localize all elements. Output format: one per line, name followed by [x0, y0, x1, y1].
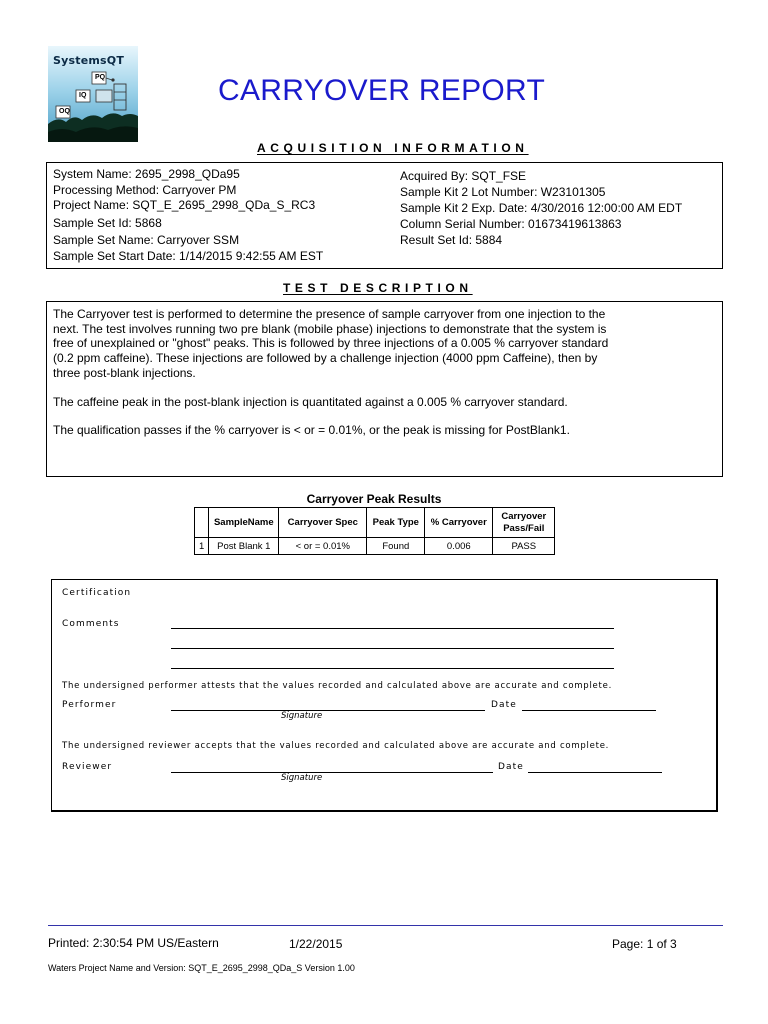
logo-label-iq: IQ: [79, 92, 87, 99]
sample-kit-exp-date: Sample Kit 2 Exp. Date: 4/30/2016 12:00:00 AM EDT: [400, 201, 683, 215]
performer-date-line[interactable]: [522, 710, 656, 711]
acquisition-right-column: [400, 168, 682, 248]
comments-line-1[interactable]: [171, 628, 614, 629]
test-description-heading: TEST DESCRIPTION: [283, 281, 473, 295]
col-samplename-header: SampleName: [209, 508, 279, 538]
reviewer-statement: The undersigned reviewer accepts that the values recorded and calculated above are accurate and complete.: [62, 741, 610, 751]
comments-line-3[interactable]: [171, 668, 614, 669]
description-paragraph-3: The qualification passes if the % carryover is < or = 0.01%, or the peak is missing for PostBlank1.: [53, 423, 570, 438]
footer-divider: [48, 925, 723, 926]
logo-label-oq: OQ: [59, 108, 70, 115]
row-carryover-spec: < or = 0.01%: [279, 538, 367, 555]
comments-label: Comments: [62, 619, 120, 629]
printed-time: Printed: 2:30:54 PM US/Eastern: [48, 936, 219, 950]
test-description-box: [46, 301, 723, 477]
reviewer-signature-caption: Signature: [281, 773, 323, 783]
printed-date: 1/22/2015: [289, 937, 343, 951]
processing-method: Processing Method: Carryover PM: [53, 182, 237, 197]
performer-date-label: Date: [491, 700, 517, 710]
row-peak-type: Found: [367, 538, 425, 555]
sample-kit-lot-number: Sample Kit 2 Lot Number: W23101305: [400, 185, 606, 199]
row-samplename: Post Blank 1: [209, 538, 279, 555]
col-carryover-spec-header: Carryover Spec: [279, 508, 367, 538]
performer-signature-line[interactable]: [171, 710, 485, 711]
results-table: [194, 507, 555, 555]
sample-set-start-date: Sample Set Start Date: 1/14/2015 9:42:55 AM EST: [53, 248, 324, 263]
table-row: [195, 538, 555, 555]
results-table-title: Carryover Peak Results: [306, 492, 442, 506]
certification-box: [51, 579, 718, 812]
col-index-header: [195, 508, 209, 538]
project-name: Project Name: SQT_E_2695_2998_QDa_S_RC3: [53, 198, 316, 212]
col-peak-type-header: Peak Type: [367, 508, 425, 538]
acquisition-left-column: [53, 167, 323, 264]
page-number: Page: 1 of 3: [612, 937, 677, 951]
comments-line-2[interactable]: [171, 648, 614, 649]
certification-label: Certification: [62, 588, 132, 598]
row-percent-carryover: 0.006: [425, 538, 493, 555]
column-serial-number: Column Serial Number: 01673419613863: [400, 217, 622, 231]
col-pass-fail-header: Carryover Pass/Fail: [493, 508, 555, 538]
performer-statement: The undersigned performer attests that the values recorded and calculated above are accurate and complete.: [62, 681, 613, 691]
project-name-version: Waters Project Name and Version: SQT_E_2695_2998_QDa_S Version 1.00: [48, 963, 355, 973]
acquisition-heading: ACQUISITION INFORMATION: [257, 141, 529, 155]
logo-text: SystemsQT: [53, 54, 125, 67]
result-set-id: Result Set Id: 5884: [400, 233, 503, 247]
sample-set-name: Sample Set Name: Carryover SSM: [53, 233, 240, 247]
report-title: CARRYOVER REPORT: [218, 74, 546, 107]
reviewer-signature-line[interactable]: [171, 772, 493, 773]
sample-set-id: Sample Set Id: 5868: [53, 215, 162, 230]
system-name: System Name: 2695_2998_QDa95: [53, 167, 240, 181]
row-index: 1: [195, 538, 209, 555]
performer-signature-caption: Signature: [281, 711, 323, 721]
reviewer-date-line[interactable]: [528, 772, 662, 773]
acquired-by: Acquired By: SQT_FSE: [400, 169, 527, 183]
description-paragraph-1: The Carryover test is performed to determine the presence of sample carryover from one injection to the next. The test involves running two pre blank (mobile phase) injections to demonstrate that the system is free of unexplained or "ghost" peaks. This is followed by three injections of a 0.005 % carryover standard (0.2 ppm caffeine). These injections are followed by a challenge injection (4000 ppm Caffeine), then by three post-blank injections.: [53, 307, 609, 380]
logo-label-pq: PQ: [95, 74, 106, 81]
description-paragraph-2: The caffeine peak in the post-blank injection is quantitated against a 0.005 % carryover standard.: [53, 394, 568, 409]
reviewer-label: Reviewer: [62, 762, 113, 772]
reviewer-date-label: Date: [498, 762, 524, 772]
row-pass-fail: PASS: [493, 538, 555, 555]
results-header-row: [195, 508, 555, 538]
col-percent-carryover-header: % Carryover: [425, 508, 493, 538]
performer-label: Performer: [62, 700, 117, 710]
systemsqt-logo: [48, 46, 138, 142]
